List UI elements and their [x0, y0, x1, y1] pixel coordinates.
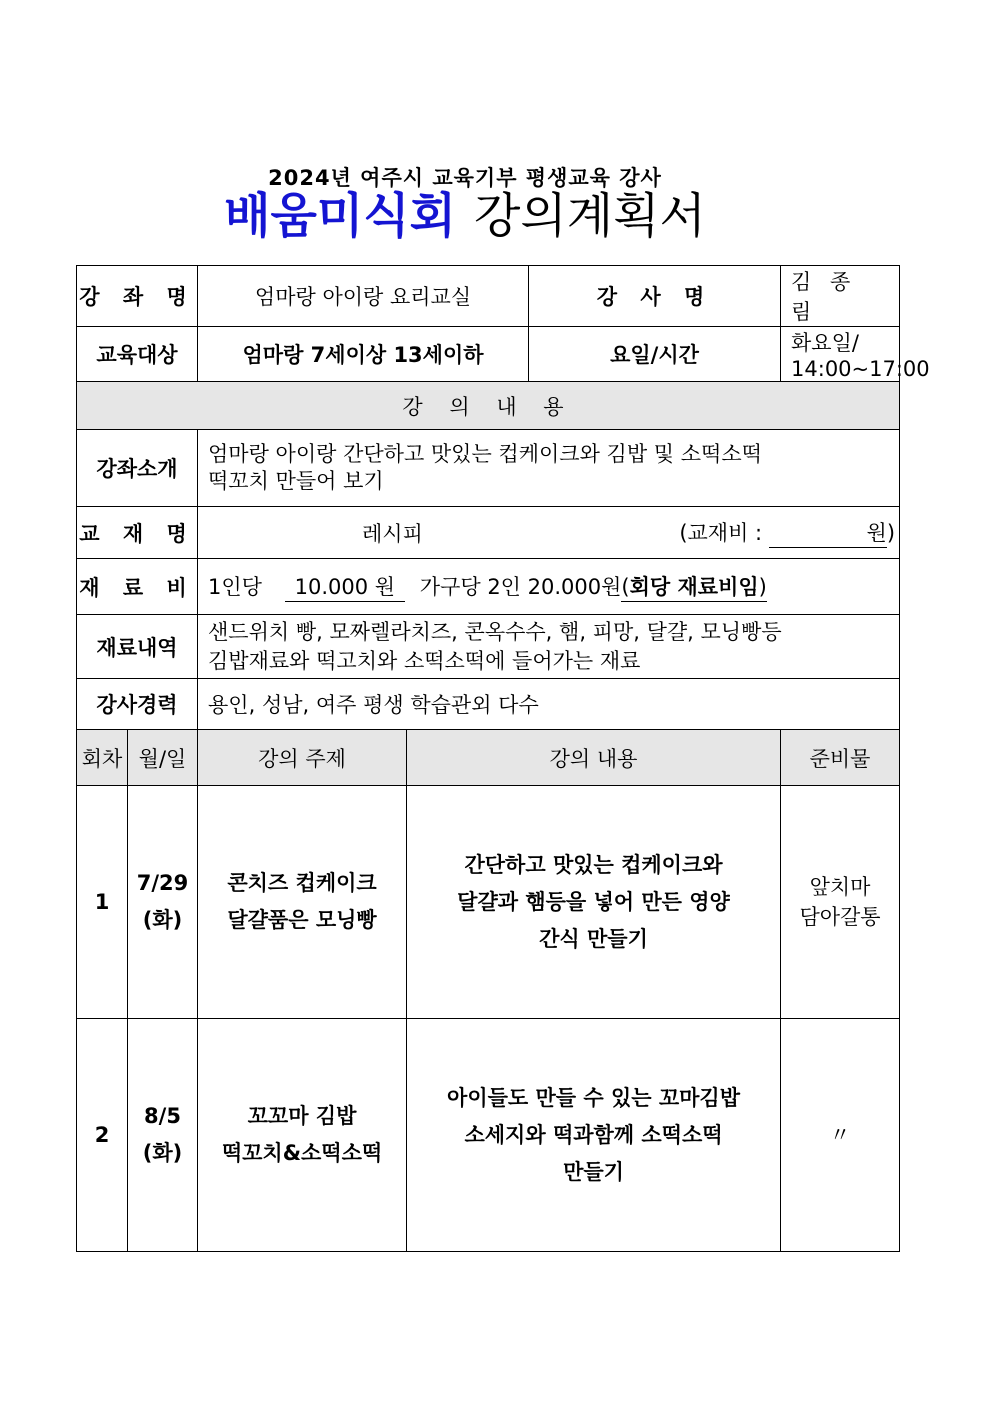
document-subtitle: 2024년 여주시 교육기부 평생교육 강사	[268, 166, 662, 190]
header-content: 강의 내용	[407, 730, 781, 786]
textbook-value: 레시피	[362, 521, 423, 546]
material-fee-row	[77, 559, 900, 615]
header-topic: 강의 주제	[198, 730, 407, 786]
textbook-label: 교 재 명	[77, 507, 198, 559]
intro-line-2: 떡꼬치 만들어 보기	[208, 469, 384, 493]
course-label: 강 좌 명	[77, 266, 198, 327]
materials-row	[77, 615, 900, 679]
session-content: 간단하고 맛있는 컵케이크와 달걀과 햄등을 넣어 만든 영양 간식 만들기	[407, 786, 781, 1019]
material-fee-mid: 가구당 2인 20.000원	[419, 575, 622, 599]
header-round: 회차	[77, 730, 128, 786]
target-value: 엄마랑 7세이상 13세이하	[198, 327, 529, 382]
title-rest: 강의계획서	[474, 188, 706, 244]
intro-line-1: 엄마랑 아이랑 간단하고 맛있는 컵케이크와 김밥 및 소떡소떡	[208, 442, 762, 466]
textbook-fee-blank: 원	[769, 517, 887, 548]
title-accent: 배움미식회	[224, 188, 456, 244]
career-value: 용인, 성남, 여주 평생 학습관외 다수	[198, 679, 900, 730]
textbook-row	[77, 507, 900, 559]
header-supplies: 준비물	[781, 730, 900, 786]
session-topic: 콘치즈 컵케이크 달걀품은 모닝빵	[198, 786, 407, 1019]
document-title	[0, 184, 930, 248]
material-fee-label: 재 료 비	[77, 559, 198, 615]
intro-label: 강좌소개	[77, 430, 198, 507]
session-round: 1	[77, 786, 128, 1019]
lecture-plan-table	[76, 265, 930, 1252]
materials-line-2: 김밥재료와 떡고치와 소떡소떡에 들어가는 재료	[208, 648, 641, 673]
materials-value	[198, 615, 900, 679]
instructor-value: 김 종 림	[781, 266, 900, 327]
material-fee-prefix: 1인당	[208, 575, 262, 599]
course-value: 엄마랑 아이랑 요리교실	[198, 266, 529, 327]
instructor-label: 강 사 명	[529, 266, 781, 327]
materials-line-1: 샌드위치 빵, 모짜렐라치즈, 콘옥수수, 햄, 피망, 달걀, 모닝빵등	[208, 619, 782, 644]
intro-value	[198, 430, 900, 507]
course-row	[77, 266, 900, 327]
material-fee-value	[198, 559, 900, 615]
session-row	[77, 1019, 900, 1252]
material-fee-note: (회당 재료비임)	[621, 571, 766, 602]
sessions-header-row	[77, 730, 900, 786]
session-supplies: 앞치마 담아갈통	[781, 786, 900, 1019]
section-row	[77, 382, 900, 430]
material-fee-amount: 10.000 원	[285, 571, 405, 602]
schedule-label: 요일/시간	[529, 327, 781, 382]
career-label: 강사경력	[77, 679, 198, 730]
section-title: 강 의 내 용	[77, 382, 900, 430]
session-supplies: 〃	[781, 1019, 900, 1252]
textbook-value-cell	[198, 507, 900, 559]
materials-label: 재료내역	[77, 615, 198, 679]
target-row	[77, 327, 900, 382]
session-date: 7/29 (화)	[128, 786, 198, 1019]
session-content: 아이들도 만들 수 있는 꼬마김밥 소세지와 떡과함께 소떡소떡 만들기	[407, 1019, 781, 1252]
session-date: 8/5 (화)	[128, 1019, 198, 1252]
session-round: 2	[77, 1019, 128, 1252]
session-topic: 꼬꼬마 김밥 떡꼬치&소떡소떡	[198, 1019, 407, 1252]
header-date: 월/일	[128, 730, 198, 786]
session-row	[77, 786, 900, 1019]
target-label: 교육대상	[77, 327, 198, 382]
schedule-value: 화요일/ 14:00~17:00	[781, 327, 900, 382]
textbook-fee: (교재비 : 원)	[679, 517, 895, 548]
career-row	[77, 679, 900, 730]
intro-row	[77, 430, 900, 507]
